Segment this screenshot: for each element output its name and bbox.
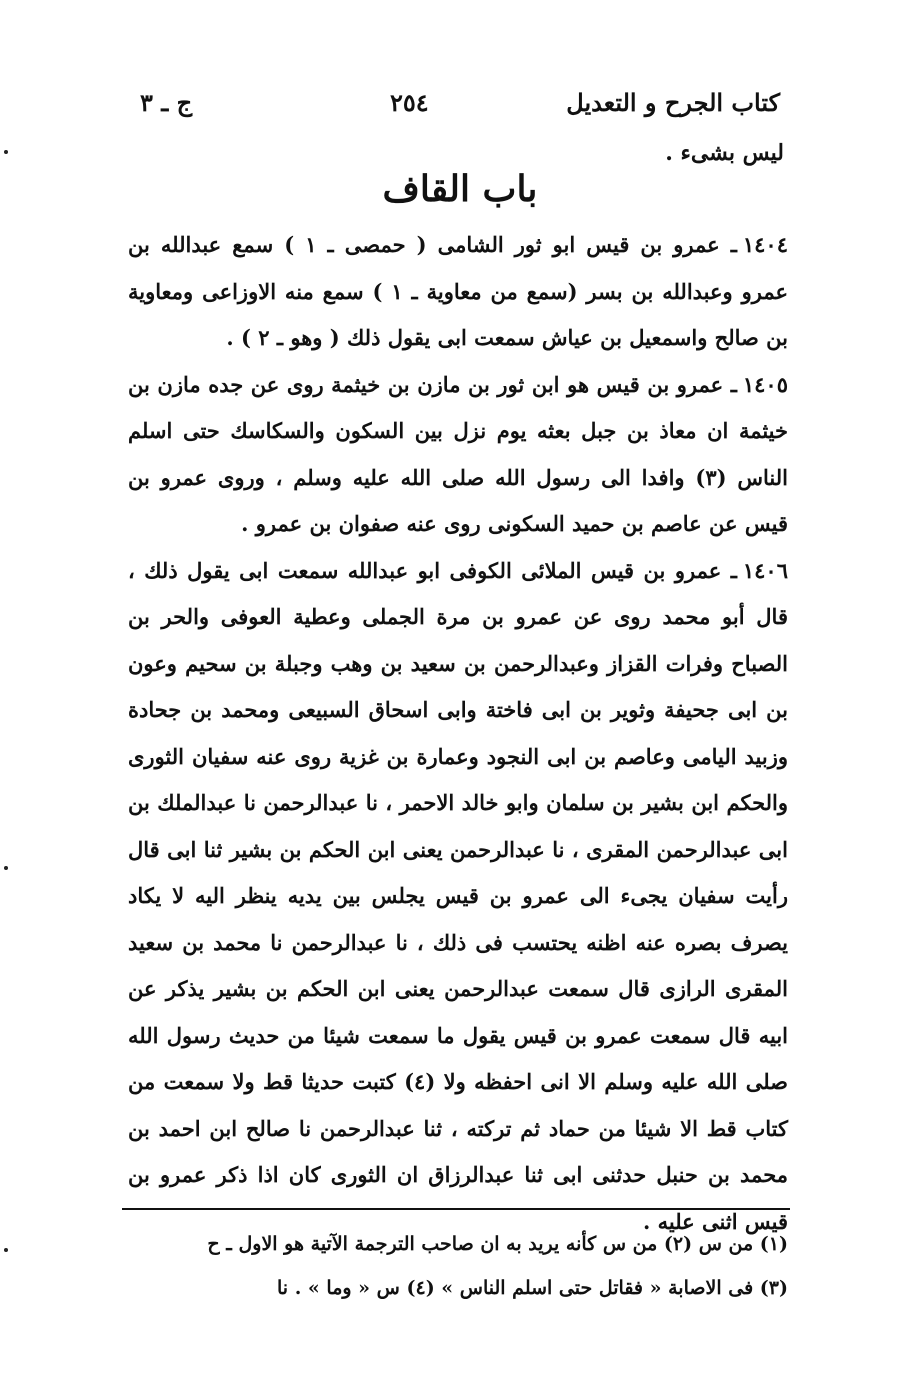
footnote-divider [122,1208,790,1210]
biography-entry [128,548,788,1246]
entry-number: ١٤٠٦ [742,557,788,583]
entry-number: ١٤٠٥ [742,371,788,397]
entry-text: ـ عمرو بن قيس هو ابن ثور بن مازن بن خيثمة روى عن جده مازن بن خيثمة ان معاذ بن جبل بعثه يوم نزل بين السكون والسكاسك حتى اسلم الناس (٣) وافدا الى رسول الله صلى الله عليه وسلم ، وروى عمرو بن قيس عن عاصم بن حميد السكونى روى عنه صفوان بن عمرو . [128,371,788,536]
carryover-text: ليس بشىء . [665,140,784,166]
scan-speck [4,1248,8,1252]
footnote-line: (٣) فى الاصابة « فقاتل حتى اسلم الناس » (٤) س « وما » . نا [277,1277,788,1299]
footnote-line: (١) من س (٢) من س كأنه يريد به ان صاحب الترجمة الآتية هو الاول ـ ح [207,1233,788,1255]
entry-text: ـ عمرو بن قيس الملائى الكوفى ابو عبدالله سمعت ابى يقول ذلك ، قال أبو محمد روى عن عمرو بن مرة الجملى وعطية العوفى والحر بن الصباح وفرات القزاز وعبدالرحمن بن سعيد بن وهب وجبلة بن سحيم وعون بن ابى جحيفة وثوير بن ابى فاختة وابى اسحاق السبيعى ومحمد بن جحادة وزبيد اليامى وعاصم بن ابى النجود وعمارة بن غزية روى عنه سفيان الثورى والحكم ابن بشير بن سلمان وابو خالد الاحمر ، نا عبدالرحمن نا عبدالملك بن ابى عبدالرحمن المقرى ، نا عبدالرحمن يعنى ابن الحكم بن بشير ثنا ابى قال رأيت سفيان يجىء الى عمرو بن قيس يجلس بين يديه ينظر اليه لا يكاد يصرف بصره عنه اظنه يحتسب فى ذلك ، نا عبدالرحمن نا محمد بن سعيد المقرى الرازى قال سمعت عبدالرحمن يعنى ابن الحكم بن بشير يذكر عن ابيه قال سمعت عمرو بن قيس يقول ما سمعت شيئا من حديث رسول الله صلى الله عليه وسلم الا انى احفظه ولا (٤) كتبت حديثا قط ولا سمعت من كتاب قط الا شيئا من حماد ثم تركته ، ثنا عبدالرحمن نا صالح ابن احمد بن محمد بن حنبل حدثنى ابى ثنا عبدالرزاق ان الثورى كان اذا ذكر عمرو بن قيس اثنى عليه . [128,557,788,1234]
page-number: ٢٥٤ [390,88,429,117]
footnotes [128,1222,788,1310]
scan-speck [4,866,8,870]
book-title: كتاب الجرح و التعديل [566,88,780,117]
entry-number: ١٤٠٤ [742,232,788,257]
running-header [140,88,780,128]
scan-speck [4,150,8,154]
main-text [128,222,788,1245]
chapter-title: باب القاف [382,168,538,210]
entry-text: ـ عمرو بن قيس ابو ثور الشامى ( حمصى ـ ١ ) سمع عبدالله بن عمرو وعبدالله بن بسر (سمع من معاوية ـ ١ ) سمع منه الاوزاعى ومعاوية بن صالح واسمعيل بن عياش سمعت ابى يقول ذلك ( وهو ـ ٢ ) . [128,232,788,350]
volume-number: ج ـ ٣ [140,88,193,117]
biography-entry [128,222,788,362]
biography-entry [128,362,788,548]
